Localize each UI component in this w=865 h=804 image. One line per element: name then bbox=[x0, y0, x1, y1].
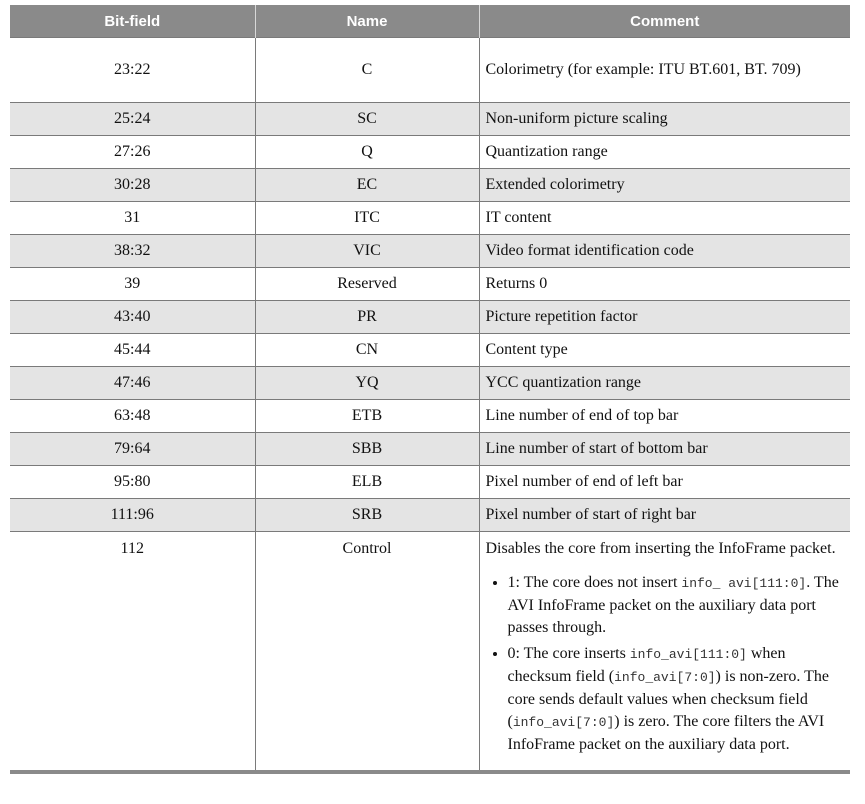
bitfield-cell: 38:32 bbox=[10, 235, 255, 268]
name-cell: ETB bbox=[255, 400, 479, 433]
bullet-text: . The AVI InfoFrame packet on the auxiliary data port passes through. bbox=[507, 574, 839, 636]
bitfield-cell: 47:46 bbox=[10, 367, 255, 400]
bullet-insert-enabled bbox=[508, 643, 845, 756]
comment-cell: Picture repetition factor bbox=[479, 301, 850, 334]
header-comment: Comment bbox=[479, 5, 850, 38]
table-row bbox=[10, 202, 850, 235]
code-checksum-field: info_avi[7:0] bbox=[614, 670, 716, 685]
table-row bbox=[10, 433, 850, 466]
name-cell: Reserved bbox=[255, 268, 479, 301]
table-row bbox=[10, 367, 850, 400]
name-cell: VIC bbox=[255, 235, 479, 268]
name-cell: SC bbox=[255, 103, 479, 136]
bullet-text: 0: The core inserts bbox=[507, 645, 630, 662]
name-cell: Q bbox=[255, 136, 479, 169]
name-cell: SBB bbox=[255, 433, 479, 466]
table-row bbox=[10, 499, 850, 532]
control-intro: Disables the core from inserting the InfoFrame packet. bbox=[485, 540, 836, 557]
comment-cell: Video format identification code bbox=[479, 235, 850, 268]
bitfield-cell: 27:26 bbox=[10, 136, 255, 169]
name-cell: PR bbox=[255, 301, 479, 334]
table-row bbox=[10, 268, 850, 301]
bullet-insert-disabled bbox=[508, 572, 845, 639]
bitfield-cell: 95:80 bbox=[10, 466, 255, 499]
table-row bbox=[10, 400, 850, 433]
table-row bbox=[10, 466, 850, 499]
name-cell: C bbox=[255, 38, 479, 103]
bitfield-cell: 23:22 bbox=[10, 38, 255, 103]
code-info-avi: info_ avi[111:0] bbox=[681, 576, 807, 591]
bitfield-cell: 79:64 bbox=[10, 433, 255, 466]
bitfield-cell: 30:28 bbox=[10, 169, 255, 202]
name-cell: Control bbox=[255, 532, 479, 773]
header-name: Name bbox=[255, 5, 479, 38]
comment-cell: Quantization range bbox=[479, 136, 850, 169]
name-cell: CN bbox=[255, 334, 479, 367]
bitfield-cell: 111:96 bbox=[10, 499, 255, 532]
bullet-text: when checksum field ( bbox=[507, 645, 786, 685]
name-cell: SRB bbox=[255, 499, 479, 532]
table-row bbox=[10, 235, 850, 268]
header-row bbox=[10, 5, 850, 38]
bitfield-cell: 25:24 bbox=[10, 103, 255, 136]
comment-cell: Pixel number of start of right bar bbox=[479, 499, 850, 532]
comment-cell: Colorimetry (for example: ITU BT.601, BT. 709) bbox=[479, 38, 850, 103]
bullet-text: 1: The core does not insert bbox=[507, 574, 682, 591]
comment-cell: Line number of end of top bar bbox=[479, 400, 850, 433]
bitfield-cell: 112 bbox=[10, 532, 255, 773]
comment-cell: Line number of start of bottom bar bbox=[479, 433, 850, 466]
comment-cell: Returns 0 bbox=[479, 268, 850, 301]
table-row bbox=[10, 103, 850, 136]
bitfield-cell: 43:40 bbox=[10, 301, 255, 334]
bitfield-cell: 31 bbox=[10, 202, 255, 235]
comment-cell: Non-uniform picture scaling bbox=[479, 103, 850, 136]
code-checksum-field: info_avi[7:0] bbox=[512, 715, 615, 730]
comment-cell: Content type bbox=[479, 334, 850, 367]
comment-cell: Extended colorimetry bbox=[479, 169, 850, 202]
header-bitfield: Bit-field bbox=[10, 5, 255, 38]
bitfield-cell: 45:44 bbox=[10, 334, 255, 367]
table-row-control bbox=[10, 532, 850, 773]
bitfield-cell: 63:48 bbox=[10, 400, 255, 433]
comment-cell: YCC quantization range bbox=[479, 367, 850, 400]
table-row bbox=[10, 169, 850, 202]
comment-cell: Pixel number of end of left bar bbox=[479, 466, 850, 499]
name-cell: YQ bbox=[255, 367, 479, 400]
table-row bbox=[10, 38, 850, 103]
bitfield-cell: 39 bbox=[10, 268, 255, 301]
code-info-avi: info_avi[111:0] bbox=[629, 647, 747, 662]
table-row bbox=[10, 301, 850, 334]
bullet-text: ) is non-zero. The core sends default values when checksum field ( bbox=[507, 668, 829, 730]
name-cell: EC bbox=[255, 169, 479, 202]
name-cell: ITC bbox=[255, 202, 479, 235]
table-row bbox=[10, 136, 850, 169]
control-bullet-list bbox=[486, 572, 845, 756]
comment-cell: IT content bbox=[479, 202, 850, 235]
table-row bbox=[10, 334, 850, 367]
name-cell: ELB bbox=[255, 466, 479, 499]
avi-infoframe-bitfield-table bbox=[10, 5, 850, 774]
comment-cell bbox=[479, 532, 850, 773]
bullet-text: ) is zero. The core filters the AVI InfoFrame packet on the auxiliary data port. bbox=[507, 713, 825, 753]
